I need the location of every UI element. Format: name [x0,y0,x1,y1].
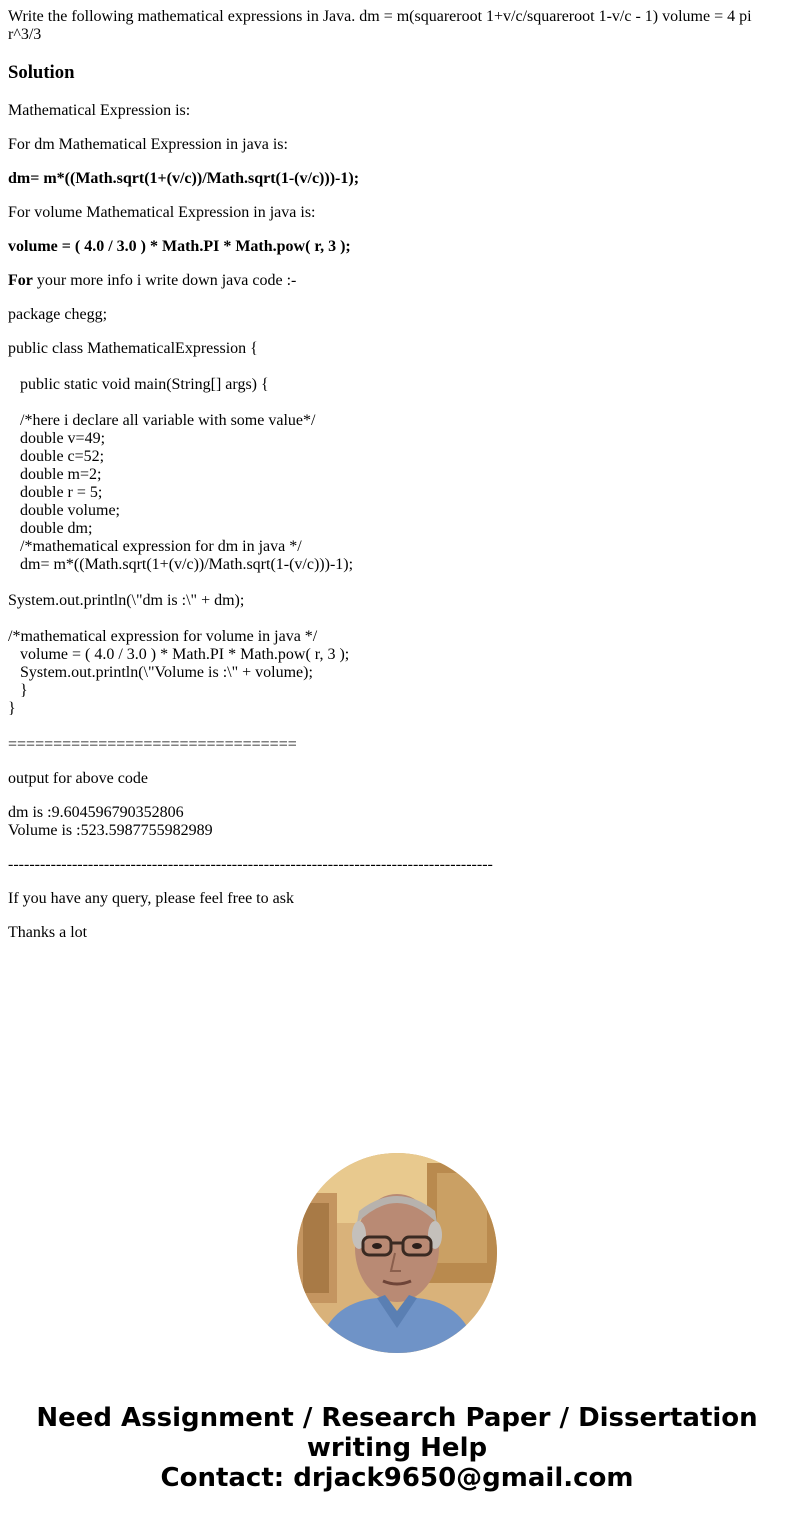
code-block-volume [8,628,786,718]
code-line: double m=2; [8,466,102,483]
separator-dashes: ------------------------------------------------------------------------------------------- [8,856,493,873]
code-line: double r = 5; [8,484,103,501]
code-line: dm= m*((Math.sqrt(1+(v/c))/Math.sqrt(1-(v/c)))-1); [8,556,354,573]
dm-label: For dm Mathematical Expression in java is: [8,136,288,153]
code-line: /*mathematical expression for dm in java */ [8,538,302,555]
footer-contact-line: Contact: drjack9650@gmail.com [160,1463,634,1493]
dm-expression: dm= m*((Math.sqrt(1+(v/c))/Math.sqrt(1-(v/c)))-1); [8,170,360,187]
code-block-declarations [8,412,786,574]
solution-heading: Solution [8,62,75,83]
volume-expression: volume = ( 4.0 / 3.0 ) * Math.PI * Math.pow( r, 3 ); [8,238,351,255]
code-line: double dm; [8,520,93,537]
output-line: dm is :9.604596790352806 [8,804,184,821]
volume-label: For volume Mathematical Expression in java is: [8,204,316,221]
footer-line-2: writing Help [306,1433,488,1463]
footer-line-1: Need Assignment / Research Paper / Dissertation [36,1403,758,1433]
more-info-text [8,272,786,290]
code-line: /*mathematical expression for volume in java */ [8,628,318,645]
output-label: output for above code [8,770,148,787]
more-info-rest: your more info i write down java code :- [32,272,297,289]
more-info-bold: For [8,272,33,289]
question-text: Write the following mathematical expressions in Java. dm = m(squareroot 1+v/c/squareroot 1-v/c - 1) volume = 4 pi r^3/3 [8,8,752,43]
code-line: volume = ( 4.0 / 3.0 ) * Math.PI * Math.pow( r, 3 ); [8,646,350,663]
author-avatar [297,1153,497,1353]
output-line: Volume is :523.5987755982989 [8,822,213,839]
output-block [8,804,786,840]
class-line: public class MathematicalExpression { [8,340,258,357]
code-line: System.out.println(\"Volume is :\" + volume); [8,664,313,681]
document-body [8,8,786,942]
code-line: double v=49; [8,430,106,447]
code-line: double volume; [8,502,120,519]
footer-banner [0,1403,794,1493]
code-line: } [8,700,16,717]
separator-equals: ================================ [8,736,297,753]
print-dm-line: System.out.println(\"dm is :\" + dm); [8,592,245,609]
code-line: double c=52; [8,448,105,465]
thanks-line: Thanks a lot [8,924,88,941]
code-line: } [8,682,28,699]
main-method-line: public static void main(String[] args) { [8,376,269,393]
intro-text: Mathematical Expression is: [8,102,191,119]
query-line: If you have any query, please feel free to ask [8,890,294,907]
package-line: package chegg; [8,306,108,323]
code-line: /*here i declare all variable with some value*/ [8,412,316,429]
